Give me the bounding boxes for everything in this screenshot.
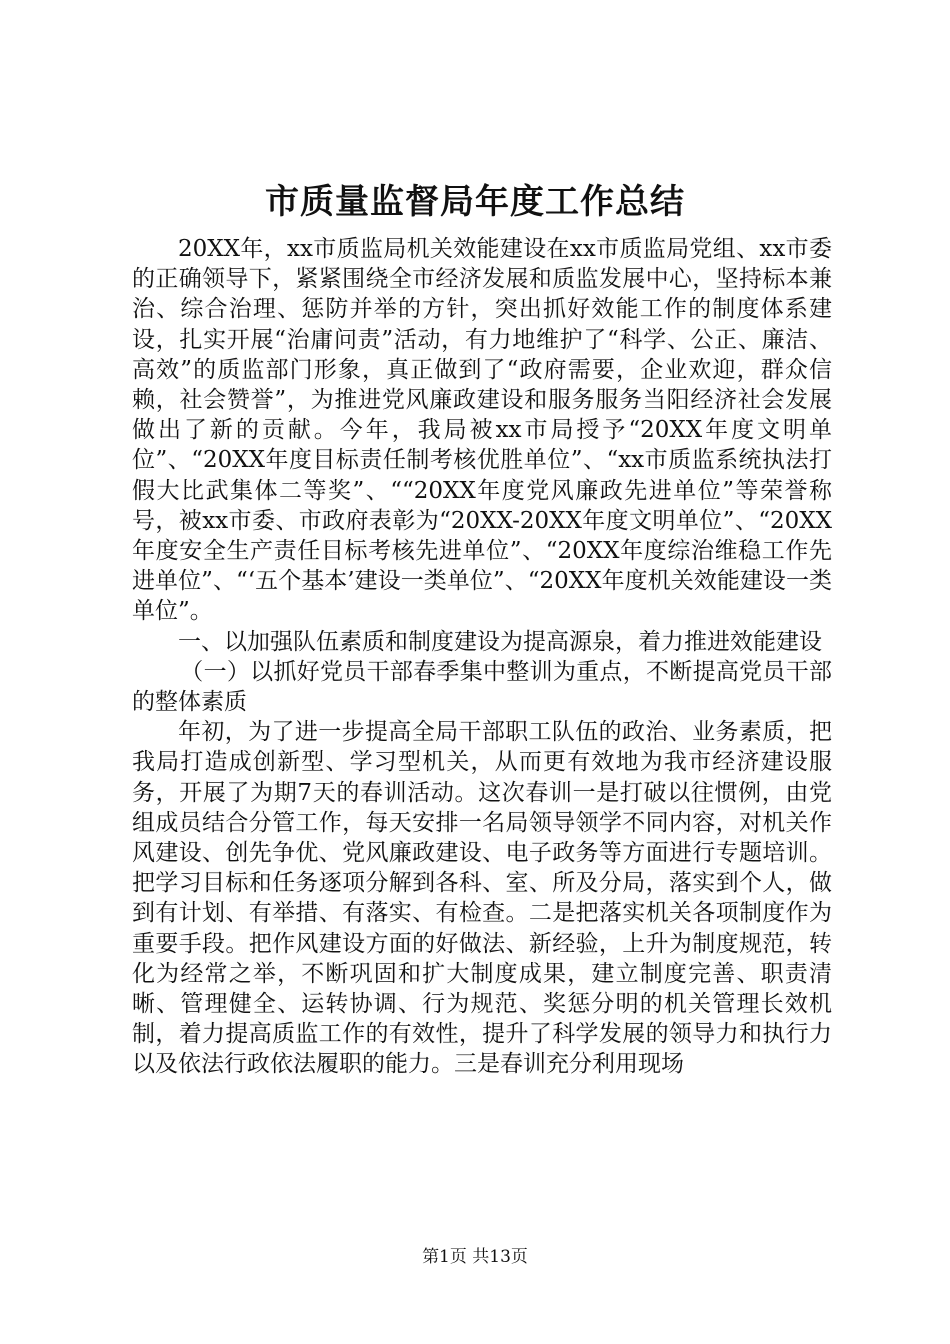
paragraph-intro: 20XX年，xx市质监局机关效能建设在xx市质监局党组、xx市委的正确领导下，紧紧围绕全市经济发展和质监发展中心，坚持标本兼治、综合治理、惩防并举的方针，突出抓好效能工作的制度体系建设，扎实开展“治庸问责”活动，有力地维护了“科学、公正、廉洁、高效”的质监部门形象，真正做到了“政府需要，企业欢迎，群众信赖，社会赞誉”，为推进党风廉政建设和服务服务当阳经济社会发展做出了新的贡献。今年，我局被xx市局授予“20XX年度文明单位”、“20XX年度目标责任制考核优胜单位”、“xx市质监系统执法打假大比武集体二等奖”、““20XX年度党风廉政先进单位”等荣誉称号，被xx市委、市政府表彰为“20XX-20XX年度文明单位”、“20XX年度安全生产责任目标考核先进单位”、“20XX年度综治维稳工作先进单位”、“‘五个基本’建设一类单位”、“20XX年度机关效能建设一类单位”。 [132, 236, 832, 625]
page-number-footer: 第1页 共13页 [422, 1247, 528, 1267]
subsection-heading-1: （一）以抓好党员干部春季集中整训为重点，不断提高党员干部的整体素质 [132, 658, 832, 716]
paragraph-spring-training: 年初，为了进一步提高全局干部职工队伍的政治、业务素质，把我局打造成创新型、学习型机关，从而更有效地为我市经济建设服务，开展了为期7天的春训活动。这次春训一是打破以往惯例，由党组成员结合分管工作，每天安排一名局领导领学不同内容，对机关作风建设、创先争优、党风廉政建设、电子政务等方面进行专题培训。把学习目标和任务逐项分解到各科、室、所及分局，落实到个人，做到有计划、有举措、有落实、有检查。二是把落实机关各项制度作为重要手段。把作风建设方面的好做法、新经验，上升为制度规范，转化为经常之举，不断巩固和扩大制度成果，建立制度完善、职责清晰、管理健全、运转协调、行为规范、奖惩分明的机关管理长效机制，着力提高质监工作的有效性，提升了科学发展的领导力和执行力以及依法行政依法履职的能力。三是春训充分利用现场 [132, 719, 832, 1078]
section-heading-1: 一、以加强队伍素质和制度建设为提高源泉，着力推进效能建设 [178, 628, 822, 655]
document-title: 市质量监督局年度工作总结 [265, 182, 685, 222]
document-body [132, 234, 832, 1080]
